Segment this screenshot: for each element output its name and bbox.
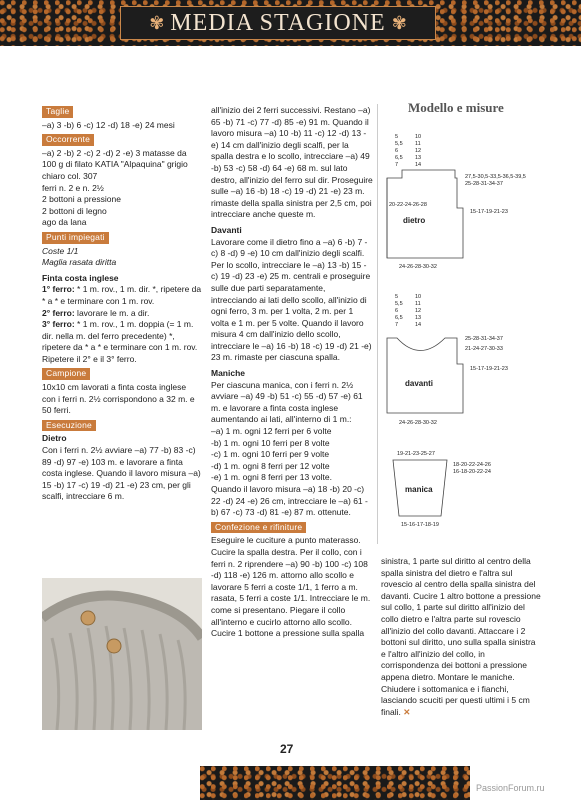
svg-text:25-28-31-34-37: 25-28-31-34-37 — [465, 336, 503, 342]
manica-label: manica — [405, 485, 433, 494]
svg-text:7: 7 — [395, 162, 399, 168]
finishing-text: sinistra, 1 parte sul diritto al centro della spalla sinistra del dietro e l'altra sul rovescio al centro della spalla sinistra del davanti. Cucire 1 altro bottone a pressione sul collo, 1 parte sul diritto all'inizio del collo dietro e l'altra parte sul rovescio all'inizio del collo davanti. Attaccare i 2 bottoni sul diritto, uno sulla spalla sinistra e l'altro all'inizio del collo, in corrispondenza dei bottoni a pressione appena dietro. Montare le maniche. Chiudere i sottomanica e i fianchi, lasciando scuciti per questi ultimi i 5 cm finali. ✕ — [381, 556, 541, 717]
svg-text:5: 5 — [395, 134, 399, 140]
confezione-text-2: Cucire 1 bottone a pressione sulla spalla — [211, 628, 365, 639]
dietro-title: Dietro — [42, 433, 67, 444]
svg-text:10: 10 — [415, 134, 422, 140]
product-photo — [42, 578, 202, 730]
svg-text:27,5-30,5-33,5-36,5-39,5: 27,5-30,5-33,5-36,5-39,5 — [465, 174, 526, 180]
svg-text:6: 6 — [395, 308, 399, 314]
header-banner — [0, 0, 581, 46]
end-mark-icon: ✕ — [403, 706, 411, 717]
svg-text:6,5: 6,5 — [395, 315, 403, 321]
maniche-list-item: -c) 1 m. ogni 10 ferri per 9 volte — [211, 449, 330, 460]
svg-text:10: 10 — [415, 294, 422, 300]
finta-row-3 — [42, 319, 202, 354]
dietro-side-b — [415, 134, 421, 168]
svg-text:14: 14 — [415, 162, 422, 168]
occorrente-line: 2 bottoni a pressione — [42, 194, 121, 205]
dietro-continued: all'inizio dei 2 ferri successivi. Restano –a) 65 -b) 71 -c) 77 -d) 85 -e) 91 m. Quando il lavoro misura –a) 10 -b) 11 -c) 12 -d) 13 -e) 14 cm dall'inizio degli scalfi, per la spalla destra e lo scollo, intrecciare –a) 49 -b) 53 -c) 58 -d) 64 -e) 68 m. sul lato destro, all'inizio del ferro sul dir. Proseguire sulle –a) 16 -b) 18 -c) 19 -d) 21 -e) 23 m. rimaste della spalla sinistra per 2,5 cm, poi intrecciare anche queste m. — [211, 105, 373, 220]
svg-text:16-18-20-22-24: 16-18-20-22-24 — [453, 469, 491, 475]
watermark: PassionForum.ru — [476, 783, 545, 793]
svg-text:24-26-28-30-32: 24-26-28-30-32 — [399, 264, 437, 270]
occorrente-line: ferri n. 2 e n. 2½ — [42, 182, 104, 193]
manica-diagram — [393, 451, 491, 528]
davanti-text: Lavorare come il dietro fino a –a) 6 -b) 7 -c) 8 -d) 9 -e) 10 cm dall'inizio degli scalfi. Per lo scollo, intrecciare le –a) 13 -b) 15 -c) 19 -d) 23 -e) 25 m. centrali e proseguire sulle due parti separatamente, intrecciando ai lati dello scollo, all'inizio di ogni ferro, 3 m. per 1 volta, 2 m. per 1 volta e 1 m. per 5 volte. Quando il lavoro misura 4 cm dall'inizio dello scollo, intrecciare le –a) 16 -b) 18 -c) 19 -d) 21 -e) 23 m. rimaste per ciascuna spalla. — [211, 236, 372, 363]
davanti-shape — [387, 338, 463, 413]
svg-text:11: 11 — [415, 141, 421, 147]
svg-text:13: 13 — [415, 315, 422, 321]
maniche-list-item: -d) 1 m. ogni 8 ferri per 12 volte — [211, 460, 330, 471]
maniche-list-item: –a) 1 m. ogni 12 ferri per 6 volte — [211, 426, 332, 437]
punti-line: Coste 1/1 — [42, 245, 79, 256]
wooden-button-icon — [81, 611, 95, 625]
maniche-text: Per ciascuna manica, con i ferri n. 2½ avviare –a) 49 -b) 51 -c) 55 -d) 57 -e) 61 m. e lavorare a finta costa inglese aumentando ai lati, all'interno di 1 m.: — [211, 379, 363, 425]
svg-text:21-24-27-30-33: 21-24-27-30-33 — [465, 346, 503, 352]
svg-text:20-22-24-26-28: 20-22-24-26-28 — [389, 202, 427, 208]
flower-ornament-icon: ✾ — [391, 12, 407, 33]
taglie-text: –a) 3 -b) 6 -c) 12 -d) 18 -e) 24 mesi — [42, 119, 175, 130]
section-heading-punti: Punti impiegati — [42, 232, 109, 244]
finta-row-2-label: 2° ferro: — [42, 307, 75, 318]
campione-text: 10x10 cm lavorati a finta costa inglese con i ferri n. 2½ corrispondono a 32 m. e 50 ferri. — [42, 382, 195, 416]
finta-row-1-text: * 1 m. rov., 1 m. dir. *, ripetere da * a * e terminare con 1 m. rov. — [42, 284, 202, 306]
dietro-shape — [387, 170, 463, 258]
wooden-button-icon — [107, 639, 121, 653]
finta-repeat: Ripetere il 2° e il 3° ferro. — [42, 353, 137, 364]
svg-text:12: 12 — [415, 308, 422, 314]
finta-title: Finta costa inglese — [42, 272, 119, 283]
schema-title: Modello e misure — [408, 100, 504, 115]
svg-text:25-28-31-34-37: 25-28-31-34-37 — [465, 181, 503, 187]
punti-line: Maglia rasata diritta — [42, 257, 117, 268]
svg-text:11: 11 — [415, 301, 421, 307]
dietro-text: Con i ferri n. 2½ avviare –a) 77 -b) 83 -c) 89 -d) 97 -e) 103 m. e lavorare a finta costa inglese. Quando il lavoro misura –a) 15 -b) 17 -c) 19 -d) 21 -e) 23 cm, per gli scalfi, intrecciare 6 m. — [42, 445, 201, 502]
maniche-title: Maniche — [211, 368, 246, 379]
page-title: MEDIA STAGIONE — [170, 9, 386, 36]
knitted-sweater-photo — [42, 578, 202, 730]
section-heading-confezione: Confezione e rifiniture — [211, 522, 306, 534]
section-heading-taglie: Taglie — [42, 106, 73, 118]
occorrente-line: 2 bottoni di legno — [42, 205, 107, 216]
svg-text:13: 13 — [415, 155, 422, 161]
svg-text:5,5: 5,5 — [395, 141, 403, 147]
footer-banner — [200, 766, 470, 800]
svg-text:15-17-19-21-23: 15-17-19-21-23 — [470, 209, 508, 215]
svg-text:18-20-22-24-26: 18-20-22-24-26 — [453, 462, 491, 468]
occorrente-line: ago da lana — [42, 217, 87, 228]
confezione-text: Eseguire le cuciture a punto materasso. Cucire la spalla destra. Per il collo, con i ferri n. 2 riprendere –a) 90 -b) 100 -c) 108 -d) 118 -e) 126 m. attorno allo scollo e lavorare 5 ferri a coste 1/1, 1 ferro a m. rasata, 5 ferri a coste 1/1. Intrecciare le m. come si presentano. Piegare il collo all'interno e cucirlo attorno allo scollo. — [211, 535, 371, 627]
svg-text:24-26-28-30-32: 24-26-28-30-32 — [399, 420, 437, 426]
finta-row-3-label: 3° ferro: — [42, 319, 75, 330]
svg-text:6,5: 6,5 — [395, 155, 403, 161]
svg-text:19-21-23-25-27: 19-21-23-25-27 — [397, 451, 435, 457]
maniche-end: Quando il lavoro misura –a) 18 -b) 20 -c) 22 -d) 24 -e) 26 cm, intrecciare le –a) 61 -b) 67 -c) 73 -d) 81 -e) 87 m. ottenute. — [211, 484, 368, 518]
occorrente-line: –a) 2 -b) 2 -c) 2 -d) 2 -e) 3 matasse da 100 g di filato KATIA "Alpaquina" grigio chiaro col. 307 — [42, 147, 188, 181]
column-2 — [211, 105, 373, 640]
svg-text:5,5: 5,5 — [395, 301, 403, 307]
svg-text:12: 12 — [415, 148, 422, 154]
davanti-title: Davanti — [211, 224, 242, 235]
finta-row-3-text: * 1 m. rov., 1 m. doppia (= 1 m. dir. nella m. del ferro precedente) *, ripetere da * a * e terminare con 1 m. rov. — [42, 319, 198, 353]
page-number: 27 — [280, 742, 294, 756]
column-3 — [381, 556, 541, 718]
finta-row-1-label: 1° ferro: — [42, 284, 75, 295]
section-heading-occorrente: Occorrente — [42, 134, 94, 146]
measurement-diagrams — [375, 118, 575, 553]
svg-text:15-17-19-21-23: 15-17-19-21-23 — [470, 366, 508, 372]
maniche-list-item: -b) 1 m. ogni 10 ferri per 8 volte — [211, 437, 330, 448]
dietro-label: dietro — [403, 216, 426, 225]
finta-row-2 — [42, 308, 202, 320]
section-heading-esecuzione: Esecuzione — [42, 420, 96, 432]
column-1 — [42, 103, 202, 503]
svg-text:6: 6 — [395, 148, 399, 154]
dietro-diagram — [387, 134, 526, 270]
svg-text:15-16-17-18-19: 15-16-17-18-19 — [401, 522, 439, 528]
svg-text:14: 14 — [415, 322, 422, 328]
svg-text:7: 7 — [395, 322, 399, 328]
svg-text:5: 5 — [395, 294, 399, 300]
davanti-diagram — [387, 294, 508, 426]
header-title-box — [120, 6, 436, 40]
section-heading-campione: Campione — [42, 368, 90, 380]
finta-row-1 — [42, 284, 202, 307]
maniche-list-item: -e) 1 m. ogni 8 ferri per 13 volte. — [211, 472, 332, 483]
flower-ornament-icon: ✾ — [149, 12, 165, 33]
finta-row-2-text: lavorare le m. a dir. — [74, 307, 150, 318]
davanti-label: davanti — [405, 379, 434, 388]
dietro-side-a — [395, 134, 403, 168]
